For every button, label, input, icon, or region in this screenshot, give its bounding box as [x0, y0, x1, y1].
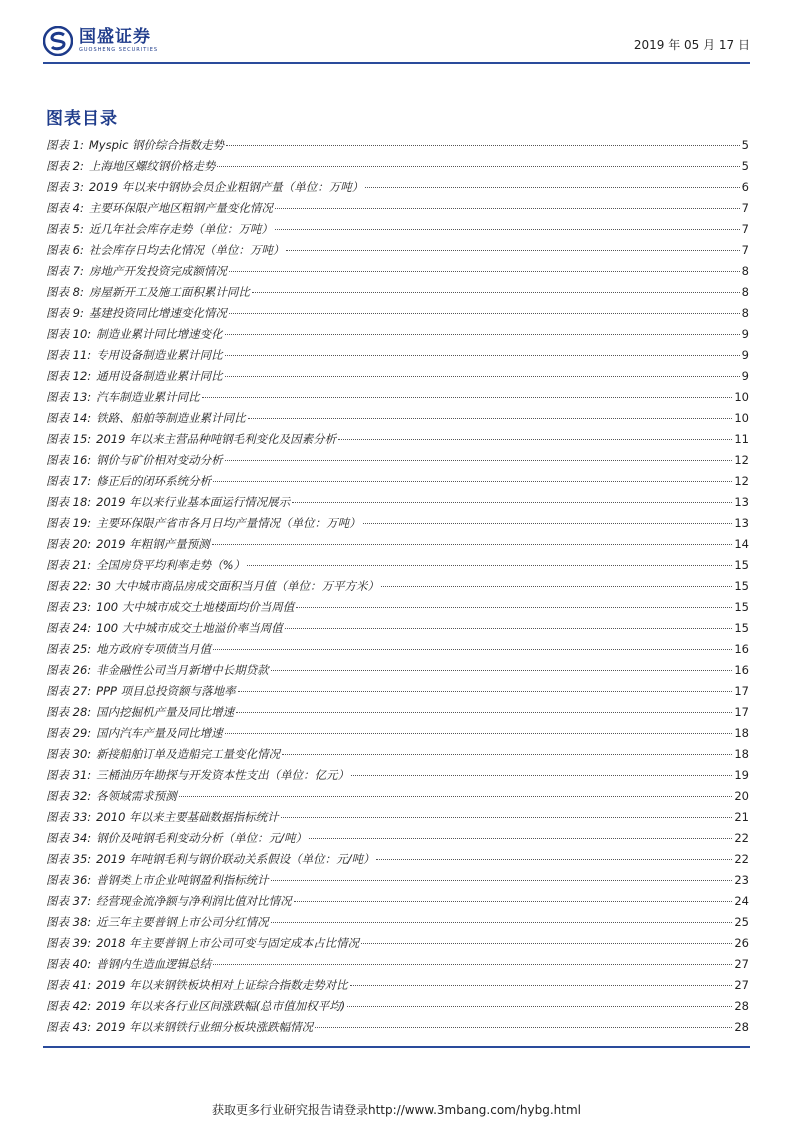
toc-entry-label: 图表 41:: [46, 978, 92, 992]
toc-leader-dots: [361, 943, 732, 944]
toc-entry-title: 制造业累计同比增速变化: [96, 327, 223, 341]
toc-entry-label: 图表 21:: [46, 558, 92, 572]
toc-leader-dots: [229, 271, 740, 272]
toc-entry-page: 19: [734, 768, 749, 782]
toc-entry-title: 全国房贷平均利率走势（%）: [96, 558, 246, 572]
toc-entry[interactable]: [46, 137, 749, 158]
toc-entry-title: 三桶油历年勘探与开发资本性支出（单位：亿元）: [96, 768, 350, 782]
toc-entry-label: 图表 42:: [46, 999, 92, 1013]
toc-leader-dots: [225, 376, 740, 377]
toc-entry-label: 图表 13:: [46, 390, 92, 404]
toc-leader-dots: [225, 460, 733, 461]
toc-entry-page: 18: [734, 726, 749, 740]
toc-entry-page: 10: [734, 390, 749, 404]
page-header: [43, 22, 750, 60]
toc-entry[interactable]: [46, 389, 749, 410]
toc-entry[interactable]: [46, 368, 749, 389]
toc-entry-title: 近几年社会库存走势（单位：万吨）: [88, 222, 273, 236]
toc-entry[interactable]: [46, 578, 749, 599]
toc-leader-dots: [238, 691, 733, 692]
toc-leader-dots: [225, 334, 740, 335]
toc-entry-title: 2019 年粗钢产量预测: [96, 537, 210, 551]
toc-entry-title: 100 大中城市成交土地溢价率当周值: [96, 621, 283, 635]
toc-entry[interactable]: [46, 263, 749, 284]
toc-leader-dots: [271, 670, 733, 671]
toc-entry-title: 铁路、船舶等制造业累计同比: [96, 411, 246, 425]
toc-entry-page: 15: [734, 621, 749, 635]
toc-entry-title: 上海地区螺纹钢价格走势: [88, 159, 216, 173]
toc-entry[interactable]: [46, 872, 749, 893]
toc-entry[interactable]: [46, 893, 749, 914]
toc-entry-label: 图表 24:: [46, 621, 92, 635]
toc-leader-dots: [381, 586, 732, 587]
toc-entry[interactable]: [46, 494, 749, 515]
toc-entry[interactable]: [46, 557, 749, 578]
toc-leader-dots: [271, 880, 733, 881]
toc-entry-label: 图表 10:: [46, 327, 92, 341]
toc-entry-title: 国内汽车产量及同比增速: [96, 726, 223, 740]
toc-entry[interactable]: [46, 158, 749, 179]
toc-entry-page: 26: [734, 936, 749, 950]
toc-entry-page: 23: [734, 873, 749, 887]
toc-leader-dots: [282, 754, 732, 755]
toc-entry-title: 社会库存日均去化情况（单位：万吨）: [88, 243, 285, 257]
toc-entry[interactable]: [46, 242, 749, 263]
toc-leader-dots: [179, 796, 733, 797]
toc-leader-dots: [271, 922, 733, 923]
toc-leader-dots: [347, 1006, 732, 1007]
page-title: 图表目录: [46, 109, 118, 129]
toc-entry[interactable]: [46, 473, 749, 494]
toc-entry-page: 7: [741, 201, 749, 215]
toc-entry-label: 图表 20:: [46, 537, 92, 551]
toc-entry-title: 主要环保限产地区粗钢产量变化情况: [88, 201, 273, 215]
toc-entry[interactable]: [46, 746, 749, 767]
toc-entry-label: 图表 17:: [46, 474, 92, 488]
toc-entry-page: 22: [734, 852, 749, 866]
toc-leader-dots: [252, 292, 740, 293]
toc-entry[interactable]: [46, 767, 749, 788]
toc-entry[interactable]: [46, 851, 749, 872]
toc-entry-page: 11: [734, 432, 749, 446]
header-divider: [43, 62, 750, 64]
toc-entry-page: 7: [741, 222, 749, 236]
toc-leader-dots: [338, 439, 732, 440]
toc-entry-title: 100 大中城市成交土地楼面均价当周值: [96, 600, 295, 614]
toc-leader-dots: [365, 187, 739, 188]
toc-entry-page: 9: [741, 348, 749, 362]
toc-entry-title: 2019 年以来中钢协会员企业粗钢产量（单位：万吨）: [88, 180, 364, 194]
toc-entry-page: 24: [734, 894, 749, 908]
toc-entry-title: 各领域需求预测: [96, 789, 177, 803]
toc-entry-page: 27: [734, 957, 749, 971]
toc-entry-title: 2018 年主要普钢上市公司可变与固定成本占比情况: [96, 936, 360, 950]
toc-entry[interactable]: [46, 536, 749, 557]
toc-entry-page: 8: [741, 285, 749, 299]
toc-leader-dots: [285, 628, 733, 629]
toc-entry-title: 钢价与矿价相对变动分析: [96, 453, 223, 467]
toc-entry[interactable]: [46, 809, 749, 830]
toc-entry-label: 图表 36:: [46, 873, 92, 887]
toc-entry-title: 基建投资同比增速变化情况: [88, 306, 227, 320]
toc-entry-label: 图表 3:: [46, 180, 84, 194]
toc-entry-page: 9: [741, 369, 749, 383]
toc-entry[interactable]: [46, 620, 749, 641]
toc-entry-page: 28: [734, 999, 749, 1013]
toc-entry-title: 经营现金流净额与净利润比值对比情况: [96, 894, 292, 908]
toc-leader-dots: [294, 901, 733, 902]
toc-leader-dots: [248, 418, 733, 419]
toc-leader-dots: [351, 775, 732, 776]
toc-entry[interactable]: [46, 179, 749, 200]
toc-entry-title: 2019 年以来行业基本面运行情况展示: [96, 495, 291, 509]
toc-leader-dots: [350, 985, 733, 986]
toc-leader-dots: [225, 733, 733, 734]
toc-entry-label: 图表 28:: [46, 705, 92, 719]
toc-entry-label: 图表 19:: [46, 516, 92, 530]
toc-entry-label: 图表 26:: [46, 663, 92, 677]
toc-entry-page: 9: [741, 327, 749, 341]
toc-entry-label: 图表 33:: [46, 810, 92, 824]
toc-entry[interactable]: [46, 452, 749, 473]
toc-entry-title: 2019 年以来钢铁板块相对上证综合指数走势对比: [96, 978, 348, 992]
toc-entry-title: 修正后的闭环系统分析: [96, 474, 212, 488]
toc-leader-dots: [281, 817, 733, 818]
toc-entry-label: 图表 35:: [46, 852, 92, 866]
toc-entry-page: 14: [734, 537, 749, 551]
toc-entry-label: 图表 6:: [46, 243, 84, 257]
toc-entry-label: 图表 5:: [46, 222, 84, 236]
toc-leader-dots: [226, 145, 740, 146]
toc-entry-title: 2010 年以来主要基础数据指标统计: [96, 810, 279, 824]
toc-entry-page: 5: [741, 138, 749, 152]
toc-entry-page: 13: [734, 516, 749, 530]
toc-leader-dots: [213, 481, 732, 482]
toc-leader-dots: [363, 523, 733, 524]
toc-entry[interactable]: [46, 977, 749, 998]
toc-leader-dots: [376, 859, 732, 860]
footer-link[interactable]: 获取更多行业研究报告请登录http://www.3mbang.com/hybg.html: [211, 1103, 581, 1117]
toc-leader-dots: [229, 313, 740, 314]
toc-entry-page: 15: [734, 600, 749, 614]
toc-entry[interactable]: [46, 662, 749, 683]
toc-leader-dots: [315, 1027, 732, 1028]
toc-entry-title: 专用设备制造业累计同比: [96, 348, 223, 362]
toc-entry-title: 房地产开发投资完成额情况: [88, 264, 227, 278]
toc-entry-label: 图表 7:: [46, 264, 84, 278]
toc-entry-label: 图表 16:: [46, 453, 92, 467]
toc-entry-title: 普钢类上市企业吨钢盈利指标统计: [96, 873, 269, 887]
toc-entry-title: 非金融性公司当月新增中长期贷款: [96, 663, 269, 677]
toc-entry-title: 国内挖掘机产量及同比增速: [96, 705, 235, 719]
toc-entry-title: 通用设备制造业累计同比: [96, 369, 223, 383]
toc-leader-dots: [296, 607, 732, 608]
toc-entry-page: 13: [734, 495, 749, 509]
toc-entry-page: 21: [734, 810, 749, 824]
toc-entry-page: 28: [734, 1020, 749, 1034]
toc-leader-dots: [217, 166, 739, 167]
toc-entry[interactable]: [46, 1019, 749, 1040]
toc-entry[interactable]: [46, 410, 749, 431]
toc-entry-label: 图表 23:: [46, 600, 92, 614]
toc-entry-page: 15: [734, 579, 749, 593]
toc-list: [46, 137, 749, 1040]
toc-entry[interactable]: [46, 221, 749, 242]
toc-entry-title: 2019 年吨钢毛利与钢价联动关系假设（单位：元/吨）: [96, 852, 375, 866]
toc-leader-dots: [275, 229, 740, 230]
toc-entry[interactable]: [46, 956, 749, 977]
toc-entry-title: 钢价及吨钢毛利变动分析（单位：元/吨）: [96, 831, 308, 845]
toc-entry-page: 18: [734, 747, 749, 761]
toc-entry-label: 图表 15:: [46, 432, 92, 446]
toc-entry-label: 图表 40:: [46, 957, 92, 971]
toc-entry-label: 图表 39:: [46, 936, 92, 950]
toc-entry-label: 图表 1:: [46, 138, 84, 152]
toc-entry-title: 新接船舶订单及造船完工量变化情况: [96, 747, 281, 761]
toc-entry-title: 主要环保限产省市各月日均产量情况（单位：万吨）: [96, 516, 361, 530]
toc-entry-page: 12: [734, 474, 749, 488]
toc-entry-page: 8: [741, 306, 749, 320]
toc-entry-label: 图表 4:: [46, 201, 84, 215]
footer-divider: [43, 1046, 750, 1048]
toc-entry-page: 16: [734, 663, 749, 677]
toc-entry-label: 图表 14:: [46, 411, 92, 425]
toc-entry[interactable]: [46, 347, 749, 368]
toc-entry-page: 17: [734, 684, 749, 698]
toc-entry[interactable]: [46, 431, 749, 452]
toc-entry[interactable]: [46, 830, 749, 851]
toc-leader-dots: [212, 544, 733, 545]
toc-leader-dots: [213, 964, 732, 965]
toc-leader-dots: [225, 355, 740, 356]
toc-entry-page: 8: [741, 264, 749, 278]
toc-leader-dots: [292, 502, 732, 503]
toc-entry-title: 2019 年以来钢铁行业细分板块涨跌幅情况: [96, 1020, 314, 1034]
toc-entry-page: 10: [734, 411, 749, 425]
toc-entry-page: 16: [734, 642, 749, 656]
toc-entry-title: 汽车制造业累计同比: [96, 390, 200, 404]
toc-entry[interactable]: [46, 305, 749, 326]
toc-entry-label: 图表 18:: [46, 495, 92, 509]
logo-chinese-name: 国盛证券: [79, 27, 151, 47]
toc-entry-page: 25: [734, 915, 749, 929]
toc-entry-page: 27: [734, 978, 749, 992]
toc-entry[interactable]: [46, 998, 749, 1019]
toc-entry-label: 图表 9:: [46, 306, 84, 320]
logo-english-name: GUOSHENG SECURITIES: [79, 47, 159, 53]
toc-entry-title: 地方政府专项债当月值: [96, 642, 212, 656]
toc-leader-dots: [202, 397, 733, 398]
toc-leader-dots: [309, 838, 732, 839]
toc-entry[interactable]: [46, 641, 749, 662]
toc-entry[interactable]: [46, 914, 749, 935]
toc-entry-title: 普钢内生造血逻辑总结: [96, 957, 212, 971]
toc-entry-title: 房屋新开工及施工面积累计同比: [88, 285, 250, 299]
toc-entry-title: 2019 年以来主营品种吨钢毛利变化及因素分析: [96, 432, 337, 446]
toc-entry-label: 图表 25:: [46, 642, 92, 656]
toc-entry[interactable]: [46, 725, 749, 746]
company-logo: [43, 22, 158, 60]
toc-entry-page: 20: [734, 789, 749, 803]
toc-entry-page: 7: [741, 243, 749, 257]
toc-entry-title: PPP 项目总投资额与落地率: [96, 684, 236, 698]
report-date: 2019 年 05 月 17 日: [633, 38, 750, 52]
toc-entry-title: 30 大中城市商品房成交面积当月值（单位：万平方米）: [96, 579, 379, 593]
toc-entry-label: 图表 38:: [46, 915, 92, 929]
toc-entry[interactable]: [46, 599, 749, 620]
toc-entry[interactable]: [46, 326, 749, 347]
toc-entry[interactable]: [46, 704, 749, 725]
toc-entry-page: 5: [741, 159, 749, 173]
toc-entry-label: 图表 22:: [46, 579, 92, 593]
toc-leader-dots: [286, 250, 739, 251]
toc-entry-page: 15: [734, 558, 749, 572]
toc-leader-dots: [275, 208, 740, 209]
guosheng-logo-icon: [43, 26, 73, 56]
toc-entry-label: 图表 37:: [46, 894, 92, 908]
toc-entry-label: 图表 27:: [46, 684, 92, 698]
toc-entry-label: 图表 43:: [46, 1020, 92, 1034]
toc-entry[interactable]: [46, 788, 749, 809]
toc-entry-label: 图表 30:: [46, 747, 92, 761]
toc-entry-page: 17: [734, 705, 749, 719]
toc-entry-page: 12: [734, 453, 749, 467]
toc-entry[interactable]: [46, 200, 749, 221]
toc-entry-label: 图表 31:: [46, 768, 92, 782]
toc-entry-label: 图表 8:: [46, 285, 84, 299]
toc-entry-page: 6: [741, 180, 749, 194]
toc-entry-label: 图表 32:: [46, 789, 92, 803]
toc-leader-dots: [236, 712, 732, 713]
toc-entry-label: 图表 2:: [46, 159, 84, 173]
toc-entry-page: 22: [734, 831, 749, 845]
toc-leader-dots: [213, 649, 732, 650]
toc-entry-label: 图表 12:: [46, 369, 92, 383]
toc-leader-dots: [247, 565, 732, 566]
toc-entry[interactable]: [46, 284, 749, 305]
toc-entry-title: Myspic 钢价综合指数走势: [88, 138, 225, 152]
toc-entry-title: 近三年主要普钢上市公司分红情况: [96, 915, 269, 929]
toc-entry[interactable]: [46, 515, 749, 536]
toc-entry-label: 图表 34:: [46, 831, 92, 845]
toc-entry[interactable]: [46, 935, 749, 956]
toc-entry-label: 图表 29:: [46, 726, 92, 740]
toc-entry-title: 2019 年以来各行业区间涨跌幅(总市值加权平均): [96, 999, 346, 1013]
toc-entry[interactable]: [46, 683, 749, 704]
toc-entry-label: 图表 11:: [46, 348, 92, 362]
